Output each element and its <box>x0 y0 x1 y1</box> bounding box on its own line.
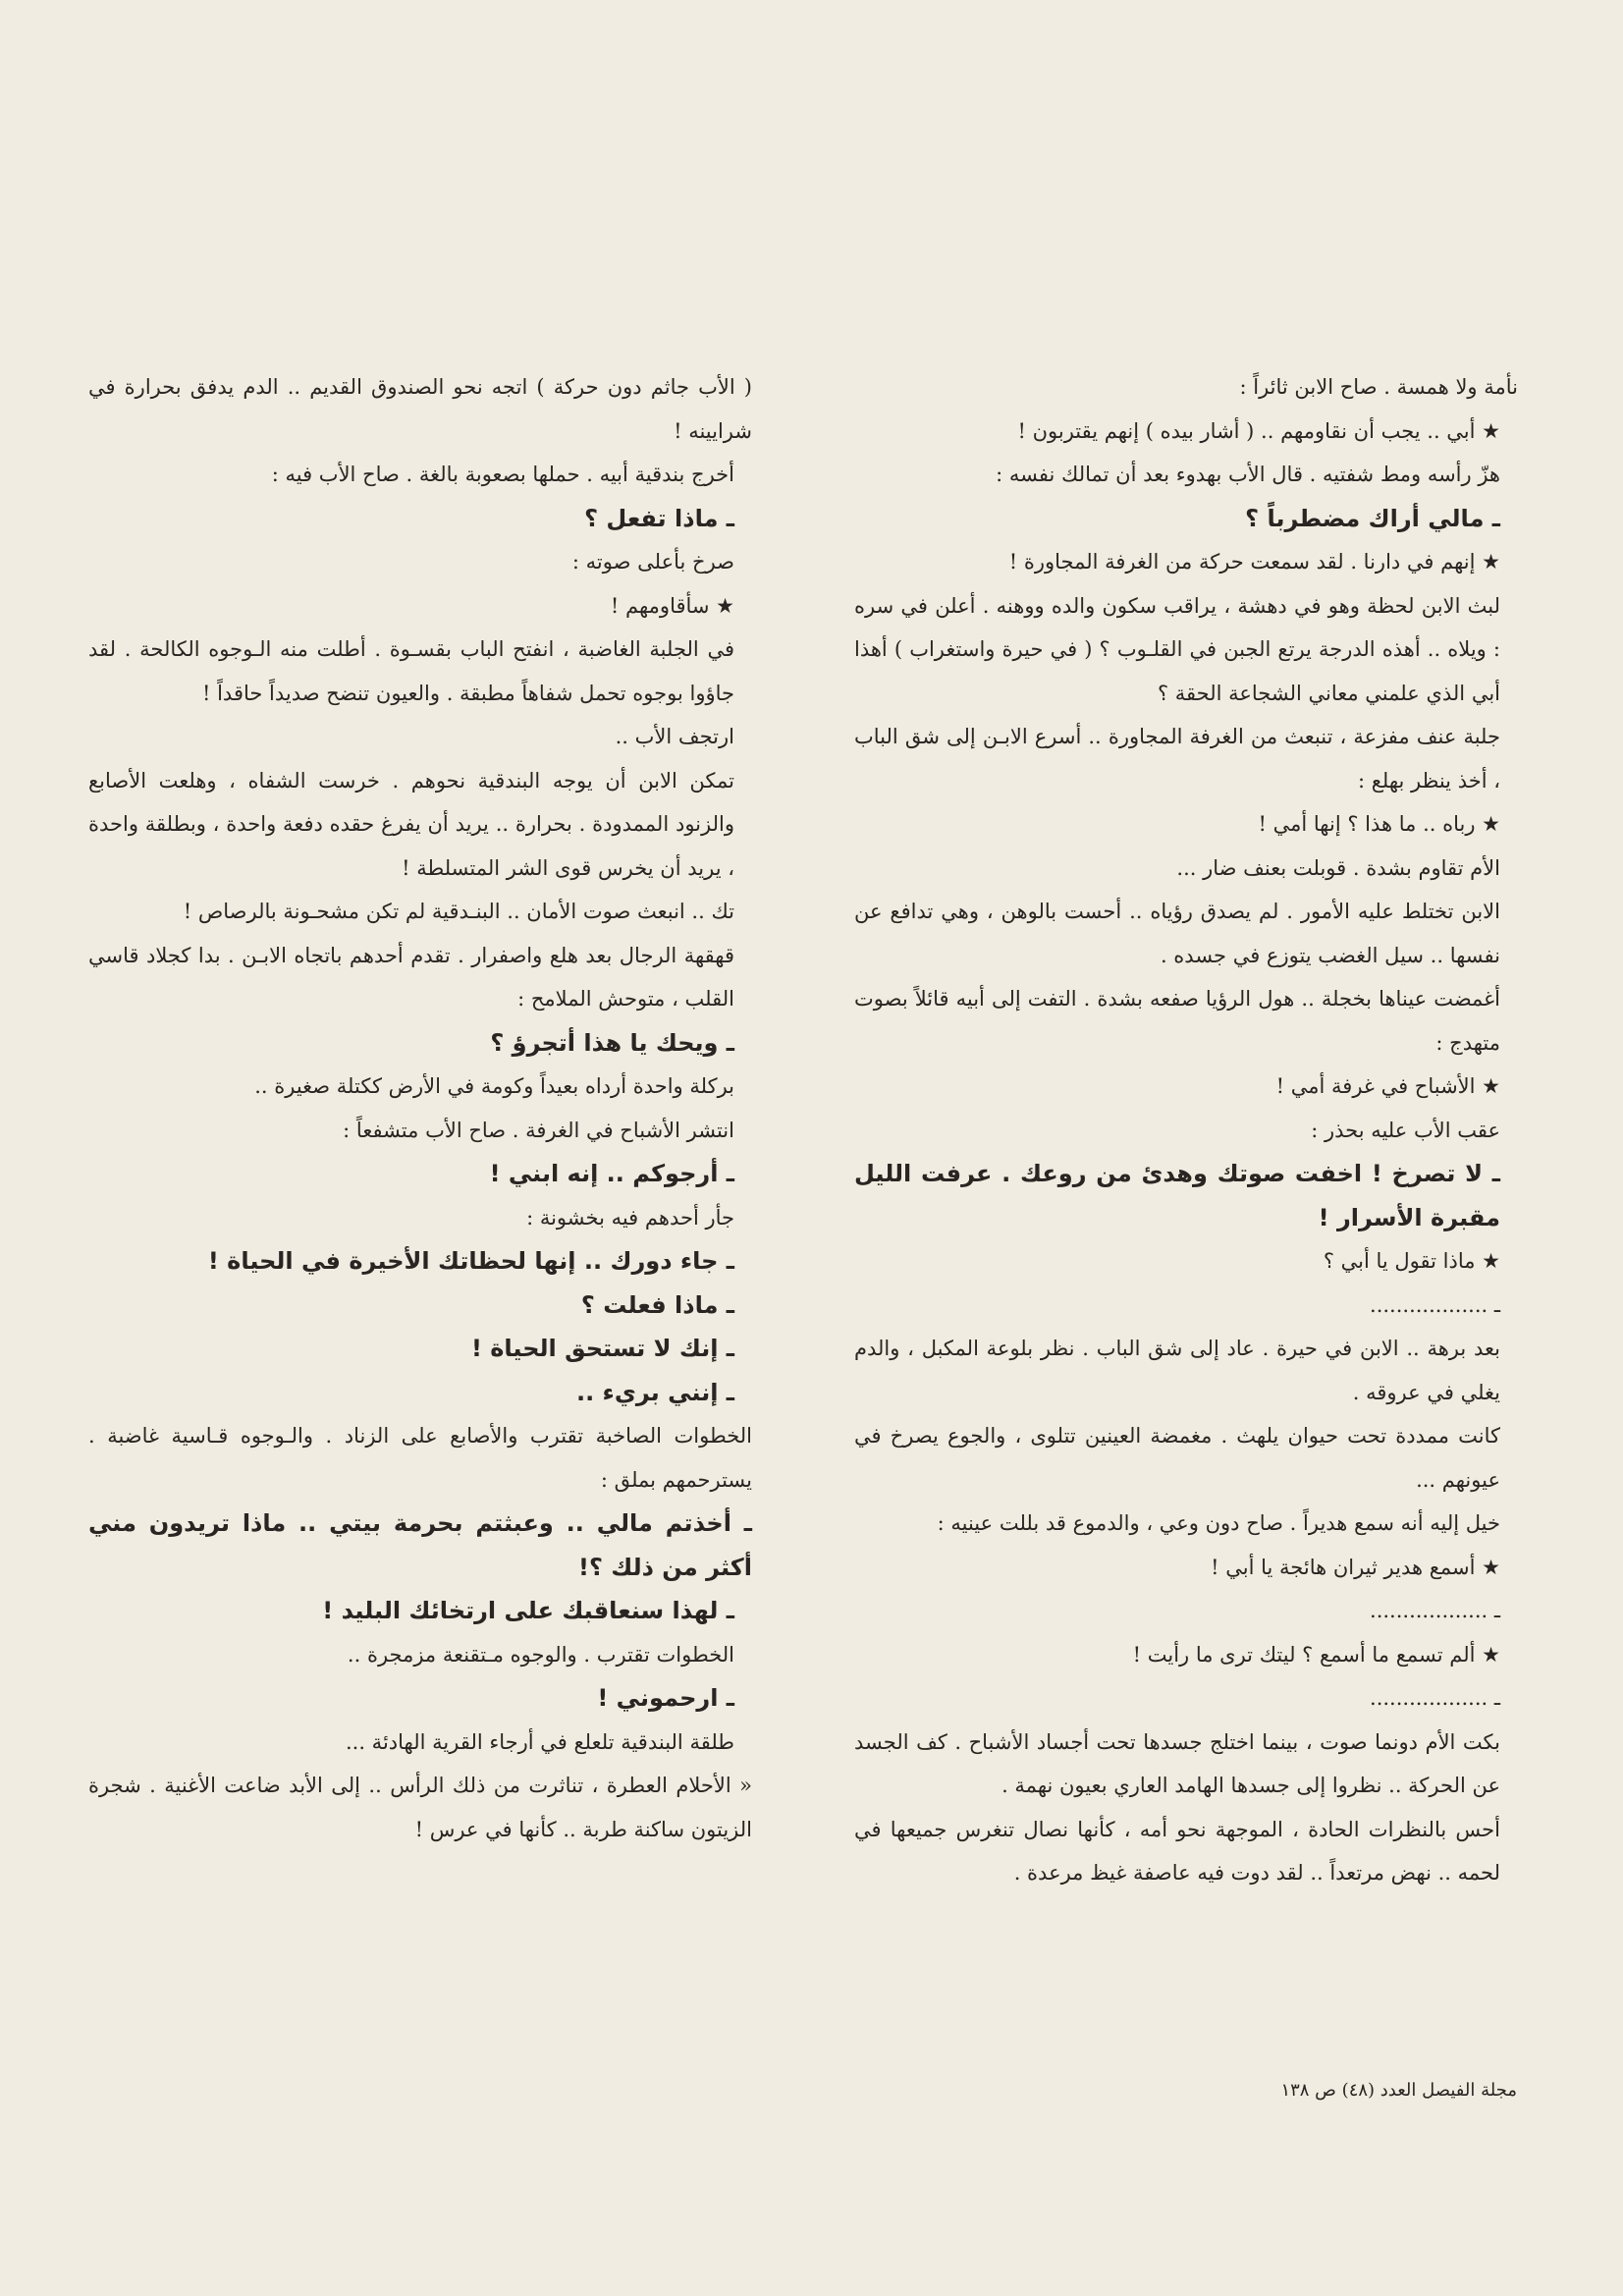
paragraph: ـ ويحك يا هذا أتجرؤ ؟ <box>490 1028 734 1057</box>
paragraph: ارتجف الأب .. <box>615 725 734 748</box>
paragraph: ـ لا تصرخ ! اخفت صوتك وهدئ من روعك . عرفت الليل مقبرة الأسرار ! <box>854 1160 1500 1231</box>
paragraph: ـ ارحموني ! <box>597 1684 734 1712</box>
paragraph: بكت الأم دونما صوت ، بينما اختلج جسدها تحت أجساد الأشباح . كف الجسد عن الحركة .. نظروا إلى جسدها الهامد العاري بعيون نهمة . <box>854 1729 1500 1797</box>
paragraph: ـ .................. <box>1370 1686 1500 1710</box>
paragraph: خيل إليه أنه سمع هديراً . صاح دون وعي ، والدموع قد بللت عينيه : <box>937 1511 1500 1535</box>
paragraph: أحس بالنظرات الحادة ، الموجهة نحو أمه ، كأنها نصال تنغرس جميعها في لحمه .. نهض مرتعداً .. لقد دوت فيه عاصفة غيظ مرعدة . <box>854 1817 1500 1885</box>
paragraph: ★ أسمع هدير ثيران هائجة يا أبي ! <box>1211 1555 1500 1579</box>
paragraph: صرخ بأعلى صوته : <box>571 550 734 574</box>
paragraph: في الجلبة الغاضبة ، انفتح الباب بقسـوة . أطلت منه الـوجوه الكالحة . لقد جاؤوا بوجوه تحمل شفاهاً مطبقة . والعيون تنضح صديداً حاقداً ! <box>88 637 734 705</box>
paragraph: طلقة البندقية تلعلع في أرجاء القرية الهادئة ... <box>345 1729 734 1754</box>
paragraph: هزّ رأسه ومط شفتيه . قال الأب بهدوء بعد أن تمالك نفسه : <box>996 463 1500 486</box>
paragraph: ـ ماذا فعلت ؟ <box>580 1290 734 1319</box>
paragraph: الأم تقاوم بشدة . قوبلت بعنف ضار ... <box>1176 855 1500 880</box>
right-column <box>854 365 1518 1895</box>
paragraph: ـ إنني بريء .. <box>575 1378 734 1406</box>
paragraph: ★ الأشباح في غرفة أمي ! <box>1275 1074 1500 1098</box>
paragraph: تمكن الابن أن يوجه البندقية نحوهم . خرست الشفاه ، وهلعت الأصابع والزنود الممدودة . بحرارة .. يريد أن يفرغ حقده دفعة واحدة ، وبطلقة واحدة ، يريد أن يخرس قوى الشر المتسلطة ! <box>88 768 734 880</box>
paragraph: انتشر الأشباح في الغرفة . صاح الأب متشفعاً : <box>343 1118 734 1142</box>
paragraph: ـ لهذا سنعاقبك على ارتخائك البليد ! <box>322 1597 734 1624</box>
paragraph: الخطوات الصاخبة تقترب والأصابع على الزناد . والـوجوه قـاسية غاضبة . يسترحمهم بملق : <box>88 1424 752 1492</box>
paragraph: ★ أبي .. يجب أن نقاومهم .. ( أشار بيده ) إنهم يقتربون ! <box>1017 418 1500 443</box>
paragraph: أخرج بندقية أبيه . حملها بصعوبة بالغة . صاح الأب فيه : <box>271 463 734 486</box>
paragraph: « الأحلام العطرة ، تناثرت من ذلك الرأس .. إلى الأبد ضاعت الأغنية . شجرة الزيتون ساكنة طربة .. كأنها في عرس ! <box>88 1774 752 1841</box>
paragraph: ★ رباه .. ما هذا ؟ إنها أمي ! <box>1258 812 1500 836</box>
paragraph: ـ أرجوكم .. إنه ابني ! <box>489 1160 734 1187</box>
paragraph: ـ .................. <box>1370 1292 1500 1317</box>
paragraph: عقب الأب عليه بحذر : <box>1311 1118 1500 1142</box>
paragraph: بركلة واحدة أرداه بعيداً وكومة في الأرض ككتلة صغيرة .. <box>254 1074 734 1098</box>
left-column <box>88 365 752 1851</box>
paragraph: ـ .................. <box>1370 1599 1500 1622</box>
paragraph: الخطوات تقترب . والوجوه مـتقنعة مزمجرة .. <box>347 1642 734 1667</box>
paragraph: ( الأب جاثم دون حركة ) اتجه نحو الصندوق القديم .. الدم يدفق بحرارة في شرايينه ! <box>88 375 752 443</box>
paragraph: تك .. انبعث صوت الأمان .. البنـدقية لم تكن مشحـونة بالرصاص ! <box>183 900 734 923</box>
paragraph: ـ إنك لا تستحق الحياة ! <box>470 1335 734 1362</box>
paragraph: قهقهة الرجال بعد هلع واصفرار . تقدم أحدهم باتجاه الابـن . بدا كجلاد قاسي القلب ، متوحش الملامح : <box>88 943 734 1011</box>
paragraph: ★ ألم تسمع ما أسمع ؟ ليتك ترى ما رأيت ! <box>1132 1642 1500 1667</box>
paragraph: الابن تختلط عليه الأمور . لم يصدق رؤياه .. أحست بالوهن ، وهي تدافع عن نفسها .. سيل الغضب يتوزع في جسده . <box>854 900 1500 967</box>
paragraph: جأر أحدهم فيه بخشونة : <box>526 1205 734 1230</box>
paragraph: نأمة ولا همسة . صاح الابن ثائراً : <box>1239 375 1518 399</box>
paragraph: ـ مالي أراك مضطرباً ؟ <box>1245 504 1500 532</box>
paragraph: ـ جاء دورك .. إنها لحظاتك الأخيرة في الحياة ! <box>207 1247 734 1275</box>
paragraph: بعد برهة .. الابن في حيرة . عاد إلى شق الباب . نظر بلوعة المكبل ، والدم يغلي في عروقه . <box>854 1337 1500 1404</box>
page-footer: مجلة الفيصل العدد (٤٨) ص ١٣٨ <box>1280 2080 1517 2101</box>
paragraph: لبث الابن لحظة وهو في دهشة ، يراقب سكون والده ووهنه . أعلن في سره : ويلاه .. أهذه الدرجة يرتع الجبن في القلـوب ؟ ( في حيرة واستغراب ) أهذا أبي الذي علمني معاني الشجاعة الحقة ؟ <box>854 593 1500 705</box>
paragraph: ★ سأقاومهم ! <box>610 593 734 618</box>
paragraph: أغمضت عيناها بخجلة .. هول الرؤيا صفعه بشدة . التفت إلى أبيه قائلاً بصوت متهدج : <box>854 987 1500 1055</box>
paragraph: ـ أخذتم مالي .. وعبثتم بحرمة بيتي .. ماذا تريدون مني أكثر من ذلك ؟! <box>88 1509 752 1581</box>
paragraph: ★ إنهم في دارنا . لقد سمعت حركة من الغرفة المجاورة ! <box>1008 550 1500 574</box>
paragraph: جلبة عنف مفزعة ، تنبعث من الغرفة المجاورة .. أسرع الابـن إلى شق الباب ، أخذ ينظر بهلع : <box>854 725 1500 793</box>
paragraph: ـ ماذا تفعل ؟ <box>584 504 734 532</box>
paragraph: كانت ممددة تحت حيوان يلهث . مغمضة العينين تتلوى ، والجوع يصرخ في عيونهم ... <box>854 1424 1500 1492</box>
paragraph: ★ ماذا تقول يا أبي ؟ <box>1323 1249 1500 1273</box>
